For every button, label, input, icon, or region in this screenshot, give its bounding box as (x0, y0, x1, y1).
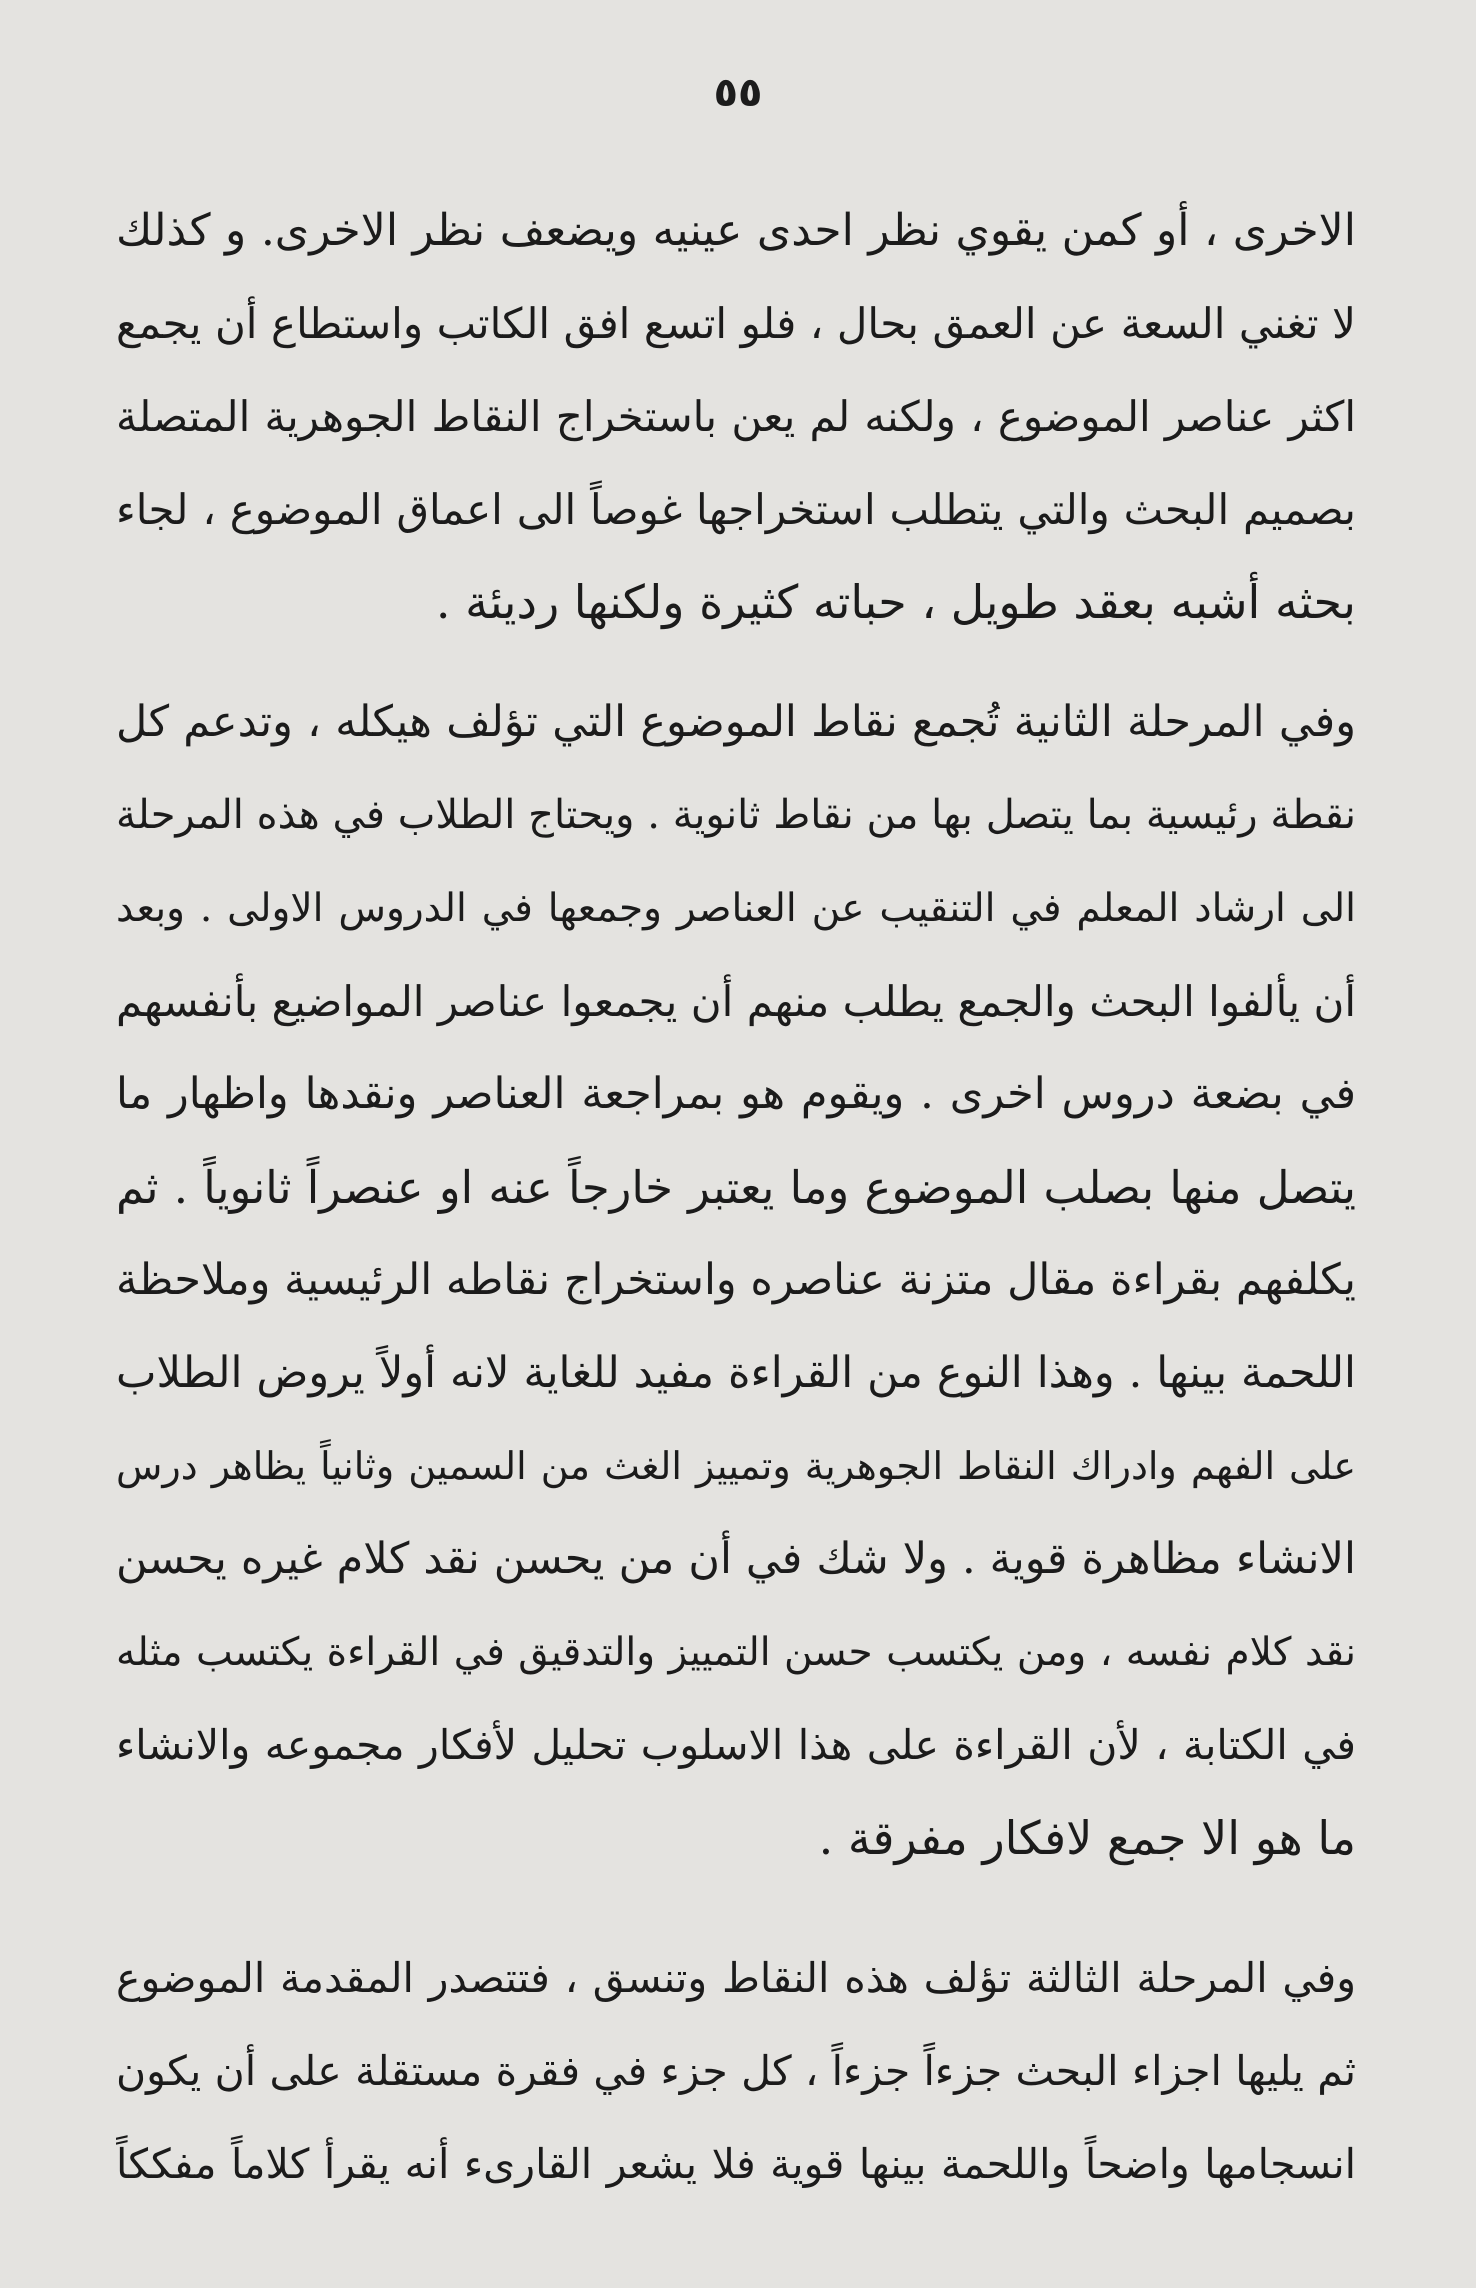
paragraph-2 (116, 676, 1356, 1885)
text-line: الى ارشاد المعلم في التنقيب عن العناصر وجمعها في الدروس الاولى . وبعد (116, 886, 1356, 931)
text-line: اللحمة بينها . وهذا النوع من القراءة مفيد للغاية لانه أولاً يروض الطلاب (116, 1348, 1356, 1398)
text-line: وفي المرحلة الثانية تُجمع نقاط الموضوع التي تؤلف هيكله ، وتدعم كل (116, 697, 1356, 747)
text-line: يتصل منها بصلب الموضوع وما يعتبر خارجاً عنه او عنصراً ثانوياً . ثم (116, 1161, 1356, 1214)
page-number: ٥٥ (713, 70, 763, 116)
text-line: ما هو الا جمع لافكار مفرقة . (818, 1811, 1356, 1865)
text-line: بصميم البحث والتي يتطلب استخراجها غوصاً الى اعماق الموضوع ، لجاء (116, 485, 1356, 534)
text-line: الانشاء مظاهرة قوية . ولا شك في أن من يحسن نقد كلام غيره يحسن (116, 1534, 1356, 1584)
text-line: ثم يليها اجزاء البحث جزءاً جزءاً ، كل جزء في فقرة مستقلة على أن يكون (116, 2047, 1356, 2095)
text-line: على الفهم وادراك النقاط الجوهرية وتمييز الغث من السمين وثانياً يظاهر درس (116, 1444, 1356, 1488)
text-line: نقد كلام نفسه ، ومن يكتسب حسن التمييز والتدقيق في القراءة يكتسب مثله (116, 1630, 1356, 1675)
text-line: لا تغني السعة عن العمق بحال ، فلو اتسع افق الكاتب واستطاع أن يجمع (116, 299, 1356, 348)
paragraph-3 (116, 1932, 1356, 2211)
text-line: اكثر عناصر الموضوع ، ولكنه لم يعن باستخراج النقاط الجوهرية المتصلة (116, 392, 1356, 441)
text-line: أن يألفوا البحث والجمع يطلب منهم أن يجمعوا عناصر المواضيع بأنفسهم (116, 977, 1356, 1026)
text-line: بحثه أشبه بعقد طويل ، حباته كثيرة ولكنها رديئة . (435, 575, 1356, 629)
text-line: في بضعة دروس اخرى . ويقوم هو بمراجعة العناصر ونقدها واظهار ما (116, 1069, 1356, 1119)
paragraph-1 (116, 184, 1356, 649)
text-line: نقطة رئيسية بما يتصل بها من نقاط ثانوية . ويحتاج الطلاب في هذه المرحلة (116, 792, 1356, 838)
text-line: الاخرى ، أو كمن يقوي نظر احدى عينيه ويضعف نظر الاخرى. و كذلك (116, 205, 1356, 256)
text-line: يكلفهم بقراءة مقال متزنة عناصره واستخراج نقاطه الرئيسية وملاحظة (116, 1255, 1356, 1305)
text-line: في الكتابة ، لأن القراءة على هذا الاسلوب تحليل لأفكار مجموعه والانشاء (116, 1721, 1356, 1769)
text-line: وفي المرحلة الثالثة تؤلف هذه النقاط وتنسق ، فتتصدر المقدمة الموضوع (116, 1954, 1356, 2002)
text-line: انسجامها واضحاً واللحمة بينها قوية فلا يشعر القارىء أنه يقرأ كلاماً مفككاً (116, 2140, 1356, 2188)
